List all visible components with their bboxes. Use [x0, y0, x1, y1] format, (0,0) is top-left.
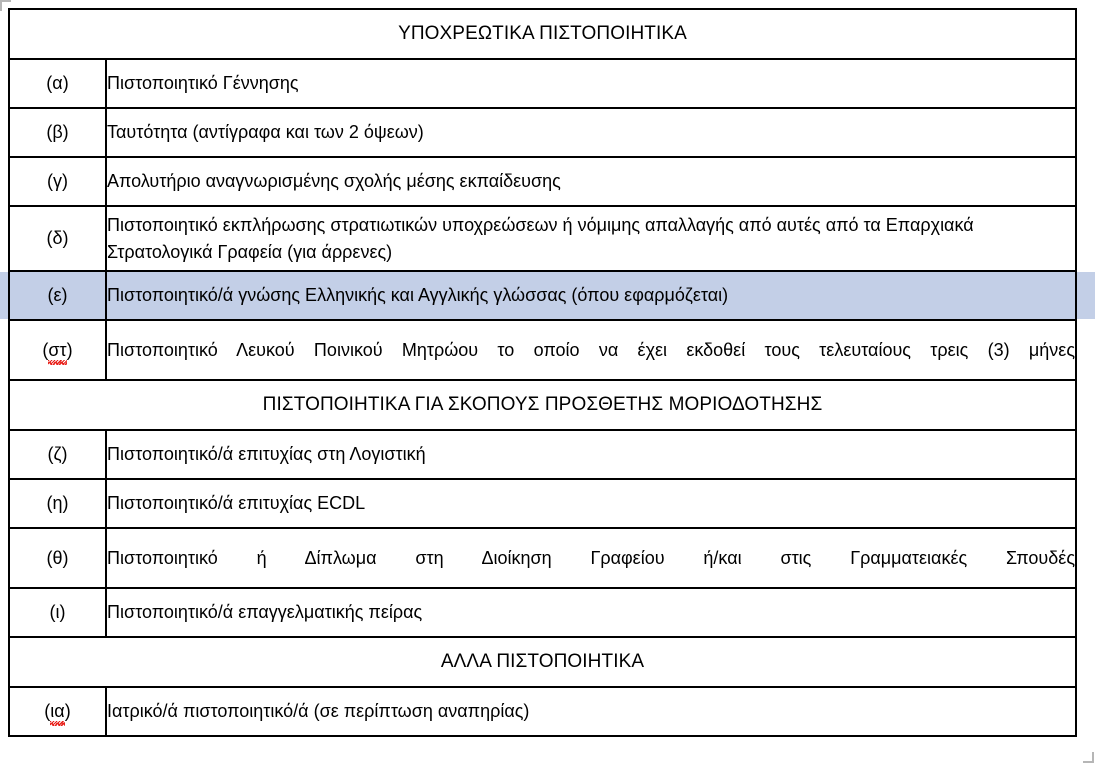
row-description: Πιστοποιητικό/ά επιτυχίας στη Λογιστική: [107, 444, 426, 465]
row-description-cell: [106, 206, 1076, 271]
table-row[interactable]: [9, 59, 1076, 108]
row-description: Ταυτότητα (αντίγραφα και των 2 όψεων): [107, 122, 424, 143]
row-label-cell: [9, 271, 106, 320]
row-label-misspelled-text: [50, 701, 64, 722]
row-label-misspelled-inner: στ: [48, 339, 67, 360]
section-title: ΥΠΟΧΡΕΩΤΙΚΑ ΠΙΣΤΟΠΟΙΗΤΙΚΑ: [398, 22, 687, 44]
row-label: (ε): [47, 285, 68, 305]
row-description-cell: [106, 271, 1076, 320]
row-description: Ιατρικό/ά πιστοποιητικό/ά (σε περίπτωση αναπηρίας): [107, 701, 530, 722]
table-row[interactable]: [9, 206, 1076, 271]
row-description-cell: [106, 588, 1076, 637]
row-description: Πιστοποιητικό/ά γνώσης Ελληνικής και Αγγλικής γλώσσας (όπου εφαρμόζεται): [107, 285, 729, 306]
row-label-cell: [9, 320, 106, 380]
row-description-cell: [106, 320, 1076, 380]
row-label-misspelled-inner: ια: [50, 701, 65, 721]
row-label-cell: [9, 687, 106, 736]
table-row[interactable]: [9, 157, 1076, 206]
certificates-table: [8, 8, 1077, 737]
row-label: (δ): [46, 228, 69, 248]
section-header-cell: [9, 380, 1076, 430]
table-row[interactable]: [9, 320, 1076, 380]
row-label-cell: [9, 108, 106, 157]
spellcheck-squiggle-icon: [48, 360, 66, 365]
row-label: (ζ): [47, 444, 68, 464]
row-description-cell: [106, 528, 1076, 588]
row-label-misspelled-text: [48, 340, 66, 361]
spellcheck-squiggle-icon: [50, 721, 64, 726]
page-corner-mark-bottom-right: [1083, 752, 1094, 763]
row-label-cell: [9, 59, 106, 108]
row-label-prefix: (: [42, 339, 49, 360]
row-description-cell: [106, 157, 1076, 206]
row-label-cell: [9, 157, 106, 206]
row-label: (θ): [46, 547, 69, 568]
section-header-cell: [9, 637, 1076, 687]
row-description: Πιστοποιητικό ή Δίπλωμα στη Διοίκηση Γραφείου ή/και στις Γραμματειακές Σπουδές: [107, 547, 1075, 568]
row-description-cell: [106, 108, 1076, 157]
table-row[interactable]: [9, 687, 1076, 736]
row-label-cell: [9, 430, 106, 479]
row-label-cell: [9, 588, 106, 637]
section-header-row: [9, 9, 1076, 59]
row-label-suffix: ): [66, 339, 73, 360]
section-title: ΑΛΛΑ ΠΙΣΤΟΠΟΙΗΤΙΚΑ: [440, 650, 645, 672]
row-label-prefix: (: [44, 701, 51, 721]
table-row[interactable]: [9, 271, 1076, 320]
row-label: (β): [46, 122, 69, 142]
row-description: Πιστοποιητικό/ά επαγγελματικής πείρας: [107, 602, 423, 623]
table-row[interactable]: [9, 479, 1076, 528]
row-label: (η): [46, 493, 69, 513]
row-description: Πιστοποιητικό εκπλήρωσης στρατιωτικών υποχρεώσεων ή νόμιμης απαλλαγής από αυτές από τα Επαρχιακά Στρατολογικά Γραφεία (για άρρενες): [107, 215, 974, 262]
row-description-cell: [106, 430, 1076, 479]
row-label-cell: [9, 206, 106, 271]
section-header-row: [9, 380, 1076, 430]
row-label: (ι): [49, 602, 66, 622]
row-label: (α): [46, 73, 69, 93]
row-description: Πιστοποιητικό Γέννησης: [107, 73, 299, 94]
row-label-cell: [9, 528, 106, 588]
row-description-cell: [106, 479, 1076, 528]
row-description: Απολυτήριο αναγνωρισμένης σχολής μέσης εκπαίδευσης: [107, 171, 561, 192]
row-description-cell: [106, 59, 1076, 108]
section-header-row: [9, 637, 1076, 687]
table-row[interactable]: [9, 528, 1076, 588]
section-header-cell: [9, 9, 1076, 59]
row-label-cell: [9, 479, 106, 528]
row-description: Πιστοποιητικό/ά επιτυχίας ECDL: [107, 493, 366, 514]
table-row[interactable]: [9, 588, 1076, 637]
row-label-suffix: ): [64, 701, 71, 721]
row-description: Πιστοποιητικό Λευκού Ποινικού Μητρώου το οποίο να έχει εκδοθεί τους τελευταίους τρεις (3) μήνες: [107, 339, 1075, 360]
section-title: ΠΙΣΤΟΠΟΙΗΤΙΚΑ ΓΙΑ ΣΚΟΠΟΥΣ ΠΡΟΣΘΕΤΗΣ ΜΟΡΙΟΔΟΤΗΣΗΣ: [262, 393, 823, 415]
table-row[interactable]: [9, 430, 1076, 479]
row-label: (γ): [47, 171, 68, 191]
table-row[interactable]: [9, 108, 1076, 157]
row-description-cell: [106, 687, 1076, 736]
